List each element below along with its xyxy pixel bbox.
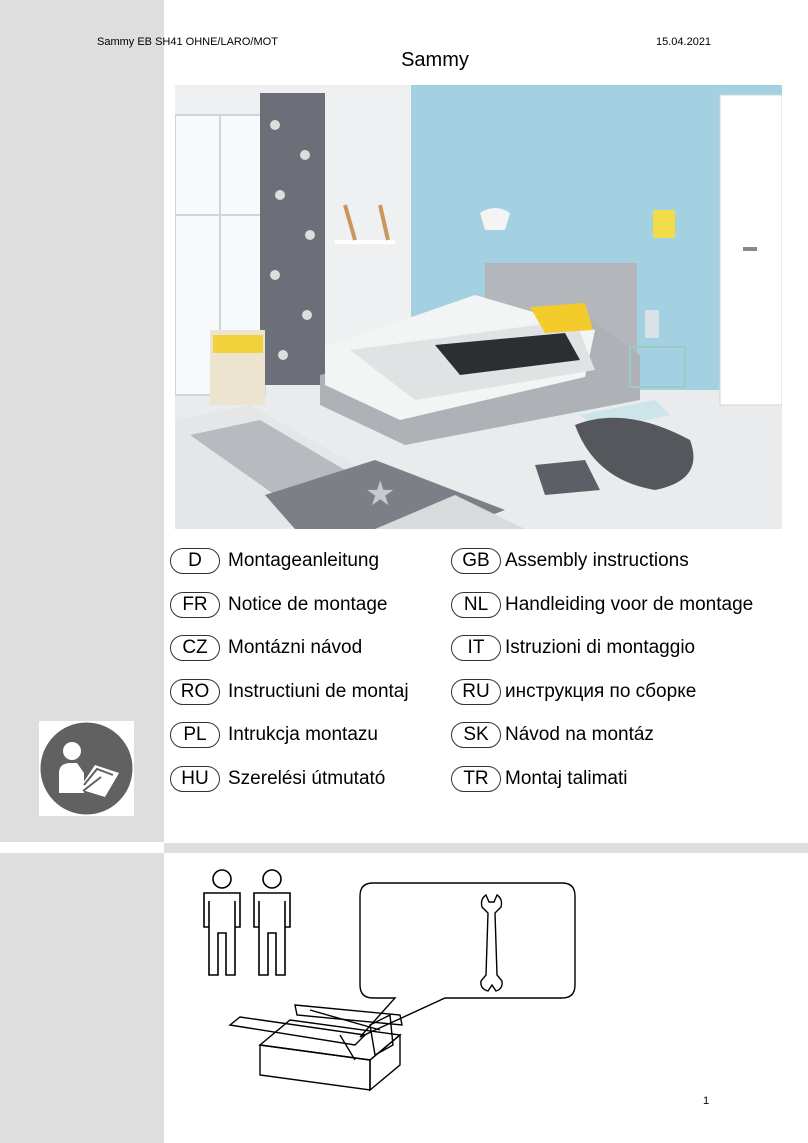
language-label: Instructiuni de montaj <box>228 681 409 702</box>
page-number: 1 <box>703 1095 710 1107</box>
read-manual-icon <box>39 721 134 816</box>
language-code: PL <box>170 722 220 748</box>
assembly-requirements-diagram <box>190 865 590 1095</box>
language-code: D <box>170 548 220 574</box>
language-row <box>170 591 388 619</box>
two-persons-icon <box>204 870 290 975</box>
language-label: Montaj talimati <box>505 768 628 789</box>
doc-date: 15.04.2021 <box>656 36 712 48</box>
language-row <box>451 678 696 706</box>
language-code: RU <box>451 679 501 705</box>
language-code: TR <box>451 766 501 792</box>
language-row <box>170 634 362 662</box>
language-code: HU <box>170 766 220 792</box>
language-row <box>451 721 654 749</box>
language-label: Szerelési útmutató <box>228 768 386 789</box>
language-row <box>170 765 385 793</box>
language-row <box>451 547 689 575</box>
sidebar-bottom <box>0 853 164 1143</box>
language-label: Montázni návod <box>228 637 363 658</box>
product-photo <box>175 85 782 529</box>
language-label: Istruzioni di montaggio <box>505 637 696 658</box>
language-label: инструкция по сборке <box>505 681 697 702</box>
language-code: NL <box>451 592 501 618</box>
language-label: Assembly instructions <box>505 550 689 571</box>
language-label: Handleiding voor de montage <box>505 594 754 615</box>
language-row <box>170 721 378 749</box>
language-label: Intrukcja montazu <box>228 724 378 745</box>
language-code: FR <box>170 592 220 618</box>
section-divider <box>164 843 808 853</box>
language-code: RO <box>170 679 220 705</box>
language-code: IT <box>451 635 501 661</box>
language-label: Montageanleitung <box>228 550 380 571</box>
language-code: GB <box>451 548 501 574</box>
page-title: Sammy <box>401 49 469 71</box>
language-code: CZ <box>170 635 220 661</box>
language-row <box>451 765 628 793</box>
language-label: Notice de montage <box>228 594 388 615</box>
svg-text:★: ★ <box>365 474 396 514</box>
language-row <box>170 547 379 575</box>
toolbox-icon <box>230 1005 402 1090</box>
language-row <box>170 678 409 706</box>
language-label: Návod na montáz <box>505 724 654 745</box>
language-row <box>451 591 753 619</box>
language-row <box>451 634 695 662</box>
language-code: SK <box>451 722 501 748</box>
doc-code: Sammy EB SH41 OHNE/LARO/MOT <box>97 36 278 48</box>
sidebar-top <box>0 0 164 842</box>
